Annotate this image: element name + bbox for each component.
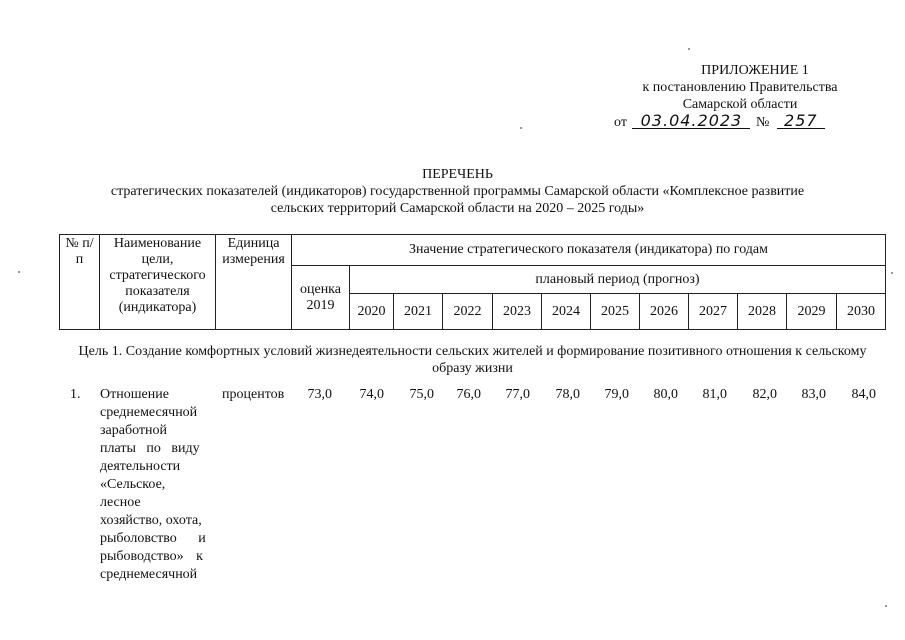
row-value: 83,0 [801,387,826,402]
col-unit-header: Единица измерения [216,235,292,330]
row-value: 82,0 [752,387,777,402]
row-value: 73,0 [307,387,332,402]
row-value: 78,0 [555,387,580,402]
scan-speck [891,272,893,274]
name-line: «Сельское, [100,477,166,492]
col-estimate-header: оценка 2019 [292,266,350,330]
document-title [40,166,875,217]
col-num-header: № п/п [60,235,100,330]
indicators-header-table [59,234,886,330]
row-value: 81,0 [702,387,727,402]
name-line: хозяйство, охота, [100,513,202,528]
year-header: 2029 [787,294,837,330]
scan-speck [18,271,20,273]
year-header: 2021 [394,294,443,330]
annex-header [610,62,870,131]
name-line: среднемесячной [100,405,198,420]
col-values-header: Значение стратегического показателя (индикатора) по годам [292,235,886,266]
annex-title: ПРИЛОЖЕНИЕ 1 [701,63,809,78]
row-indicator-name [100,386,215,584]
year-header: 2030 [837,294,886,330]
name-line: среднемесячной [100,567,198,582]
year-header: 2022 [443,294,493,330]
year-header: 2020 [350,294,394,330]
name-line: платы по виду [100,441,200,456]
handwritten-date: 03.04.2023 [632,113,750,129]
row-value: 74,0 [359,387,384,402]
year-header: 2026 [640,294,689,330]
year-header: 2024 [542,294,591,330]
name-line: Отношение [100,387,169,402]
scan-speck [885,605,887,607]
row-number: 1. [70,387,81,402]
name-line: рыбоводство» к [100,549,203,564]
handwritten-number: 257 [777,113,825,129]
name-line: заработной [100,423,167,438]
row-value: 80,0 [653,387,678,402]
number-prefix: № [755,115,770,130]
year-header: 2027 [689,294,738,330]
year-header: 2028 [738,294,787,330]
row-value: 79,0 [604,387,629,402]
scan-speck [688,48,690,50]
year-header: 2023 [493,294,542,330]
name-line: лесное [100,495,141,510]
goal-1: Цель 1. Создание комфортных условий жизнедеятельности сельских жителей и формирование позитивного отношения к сельскому образу жизни [78,344,867,376]
row-value: 76,0 [456,387,481,402]
row-value: 75,0 [409,387,434,402]
document-subtitle-line2: сельских территорий Самарской области на 2020 – 2025 годы» [270,201,645,216]
document-subtitle-line1: стратегических показателей (индикаторов) государственной программы Самарской области «Комплексное развитие [110,184,805,199]
annex-date-line [614,113,870,131]
name-line: деятельности [100,459,181,474]
document-heading: ПЕРЕЧЕНЬ [422,167,493,182]
row-value: 77,0 [505,387,530,402]
name-line: рыболовство и [100,531,206,546]
col-name-header: Наименование цели, стратегического показателя (индикатора) [100,235,216,330]
year-header: 2025 [591,294,640,330]
annex-subtitle: к постановлению Правительства [642,80,838,95]
scan-speck [520,127,522,129]
col-plan-header: плановый период (прогноз) [350,266,886,294]
annex-region: Самарской области [682,97,798,112]
row-unit: процентов [222,387,285,402]
date-prefix: от [614,115,627,130]
row-value: 84,0 [851,387,876,402]
